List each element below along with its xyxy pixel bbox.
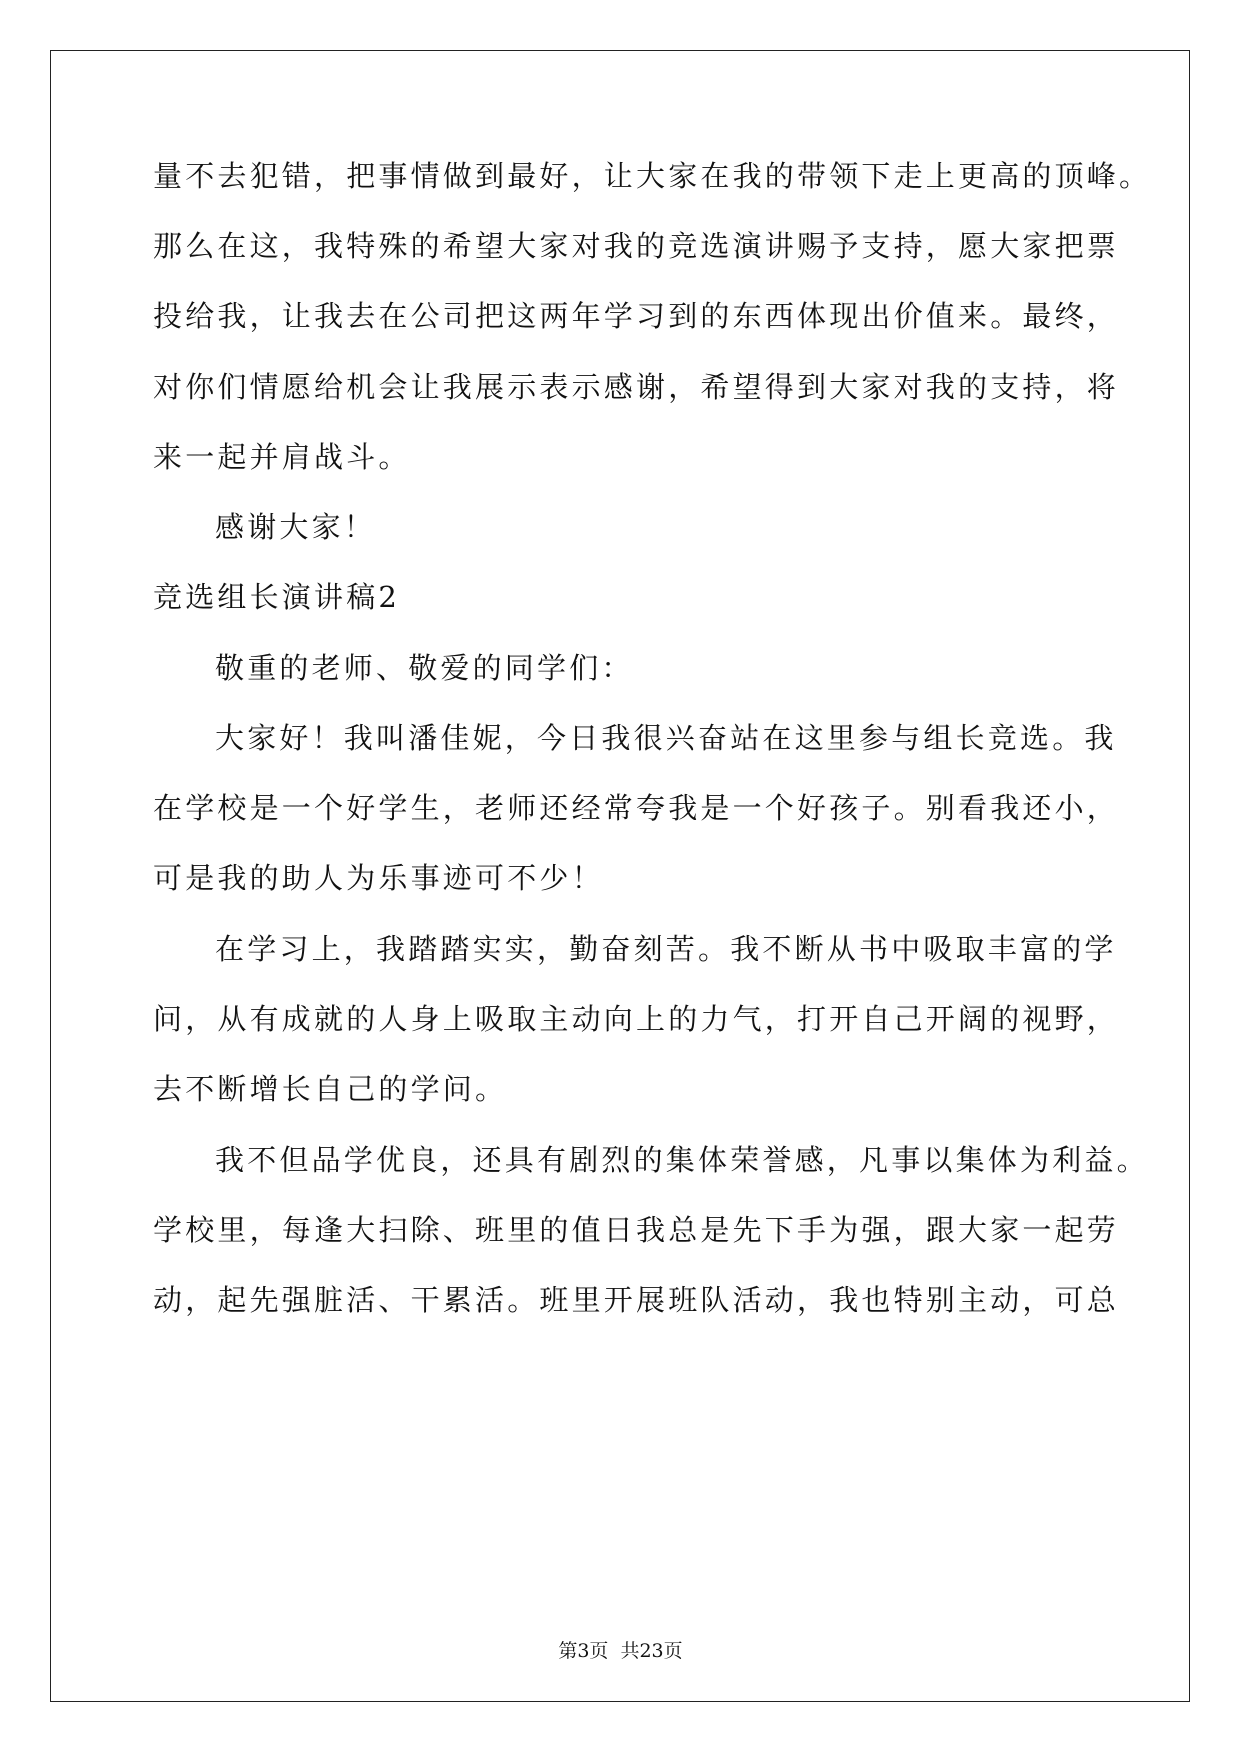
total-pages: 共23页 — [620, 1640, 683, 1662]
page-number: 第3页 — [558, 1640, 609, 1662]
body-text-line: 我不但品学优良，还具有剧烈的集体荣誉感，凡事以集体为利益。 — [215, 1143, 1149, 1177]
body-text-line: 对你们情愿给机会让我展示表示感谢，希望得到大家对我的支持，将 — [153, 370, 1120, 404]
body-text-line: 在学习上，我踏踏实实，勤奋刻苦。我不断从书中吸取丰富的学 — [215, 932, 1117, 966]
body-text-line: 投给我，让我去在公司把这两年学习到的东西体现出价值来。最终， — [153, 299, 1120, 333]
body-text-line: 来一起并肩战斗。 — [153, 440, 411, 474]
salutation-line: 敬重的老师、敬爱的同学们： — [215, 651, 634, 685]
closing-line: 感谢大家！ — [215, 510, 377, 544]
body-text-line: 量不去犯错，把事情做到最好，让大家在我的带领下走上更高的顶峰。 — [153, 159, 1152, 193]
body-text-line: 可是我的助人为乐事迹可不少！ — [153, 861, 604, 895]
page-footer — [0, 1639, 1241, 1663]
body-text-line: 那么在这，我特殊的希望大家对我的竞选演讲赐予支持，愿大家把票 — [153, 229, 1120, 263]
body-text-line: 大家好！我叫潘佳妮，今日我很兴奋站在这里参与组长竞选。我 — [215, 721, 1117, 755]
body-text-line: 问，从有成就的人身上吸取主动向上的力气，打开自己开阔的视野， — [153, 1002, 1120, 1036]
body-text-line: 在学校是一个好学生，老师还经常夸我是一个好孩子。别看我还小， — [153, 791, 1120, 825]
body-text-line: 学校里，每逢大扫除、班里的值日我总是先下手为强，跟大家一起劳 — [153, 1213, 1120, 1247]
section-heading: 竞选组长演讲稿2 — [153, 580, 401, 614]
body-text-line: 去不断增长自己的学问。 — [153, 1072, 508, 1106]
body-text-line: 动，起先强脏活、干累活。班里开展班队活动，我也特别主动，可总 — [153, 1283, 1120, 1317]
